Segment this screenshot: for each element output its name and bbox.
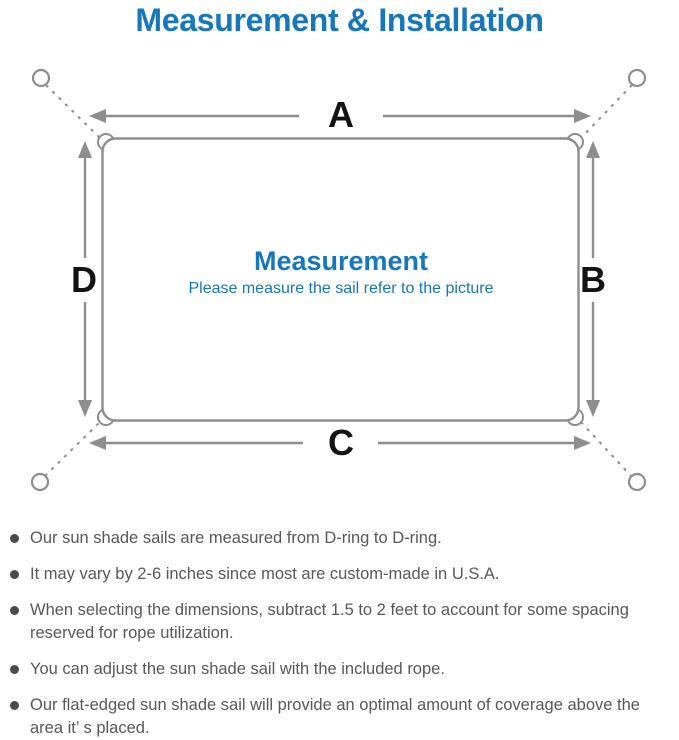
dim-arrow-b bbox=[580, 141, 606, 417]
note-text: Our flat-edged sun shade sail will provide an optimal amount of coverage above the area it’ s placed. bbox=[30, 696, 640, 737]
bullet-icon bbox=[10, 606, 19, 615]
arrow-down-icon bbox=[78, 400, 92, 417]
bullet-icon bbox=[10, 701, 19, 710]
list-item bbox=[8, 599, 672, 645]
dim-arrow-d bbox=[71, 141, 97, 417]
anchor-ring-icon bbox=[32, 474, 48, 490]
dim-label-c: C bbox=[328, 422, 354, 463]
list-item bbox=[8, 658, 672, 681]
dim-label-b: B bbox=[580, 259, 606, 300]
tie-line-bottom-left bbox=[45, 421, 101, 476]
anchor-ring-icon bbox=[33, 70, 49, 86]
anchor-ring-icon bbox=[629, 474, 645, 490]
diagram-caption-title: Measurement bbox=[253, 246, 429, 276]
bullet-icon bbox=[10, 665, 19, 674]
page-title: Measurement & Installation bbox=[135, 2, 544, 38]
diagram-caption-subtitle: Please measure the sail refer to the picture bbox=[188, 280, 494, 297]
tie-line-bottom-right bbox=[580, 421, 632, 477]
arrow-right-icon bbox=[574, 436, 591, 450]
dim-label-d: D bbox=[71, 259, 97, 300]
list-item bbox=[8, 694, 672, 740]
list-item bbox=[8, 563, 672, 586]
tie-line-top-left bbox=[46, 85, 101, 139]
notes-list bbox=[8, 527, 672, 740]
list-item bbox=[8, 527, 672, 550]
tie-line-top-right bbox=[580, 85, 632, 139]
anchor-ring-icon bbox=[629, 70, 645, 86]
bullet-icon bbox=[10, 570, 19, 579]
note-text: You can adjust the sun shade sail with the included rope. bbox=[30, 660, 445, 678]
note-text: It may vary by 2-6 inches since most are custom-made in U.S.A. bbox=[30, 565, 500, 583]
dim-arrow-a bbox=[89, 94, 591, 135]
arrow-left-icon bbox=[89, 436, 106, 450]
arrow-down-icon bbox=[586, 400, 600, 417]
arrow-up-icon bbox=[586, 141, 600, 158]
bullet-icon bbox=[10, 534, 19, 543]
arrow-up-icon bbox=[78, 141, 92, 158]
dim-label-a: A bbox=[328, 94, 354, 135]
arrow-right-icon bbox=[574, 109, 591, 123]
note-text: When selecting the dimensions, subtract 1.5 to 2 feet to account for some spacing reserved for rope utilization. bbox=[30, 601, 629, 642]
note-text: Our sun shade sails are measured from D-ring to D-ring. bbox=[30, 529, 442, 547]
dim-arrow-c bbox=[89, 422, 591, 463]
arrow-left-icon bbox=[89, 109, 106, 123]
